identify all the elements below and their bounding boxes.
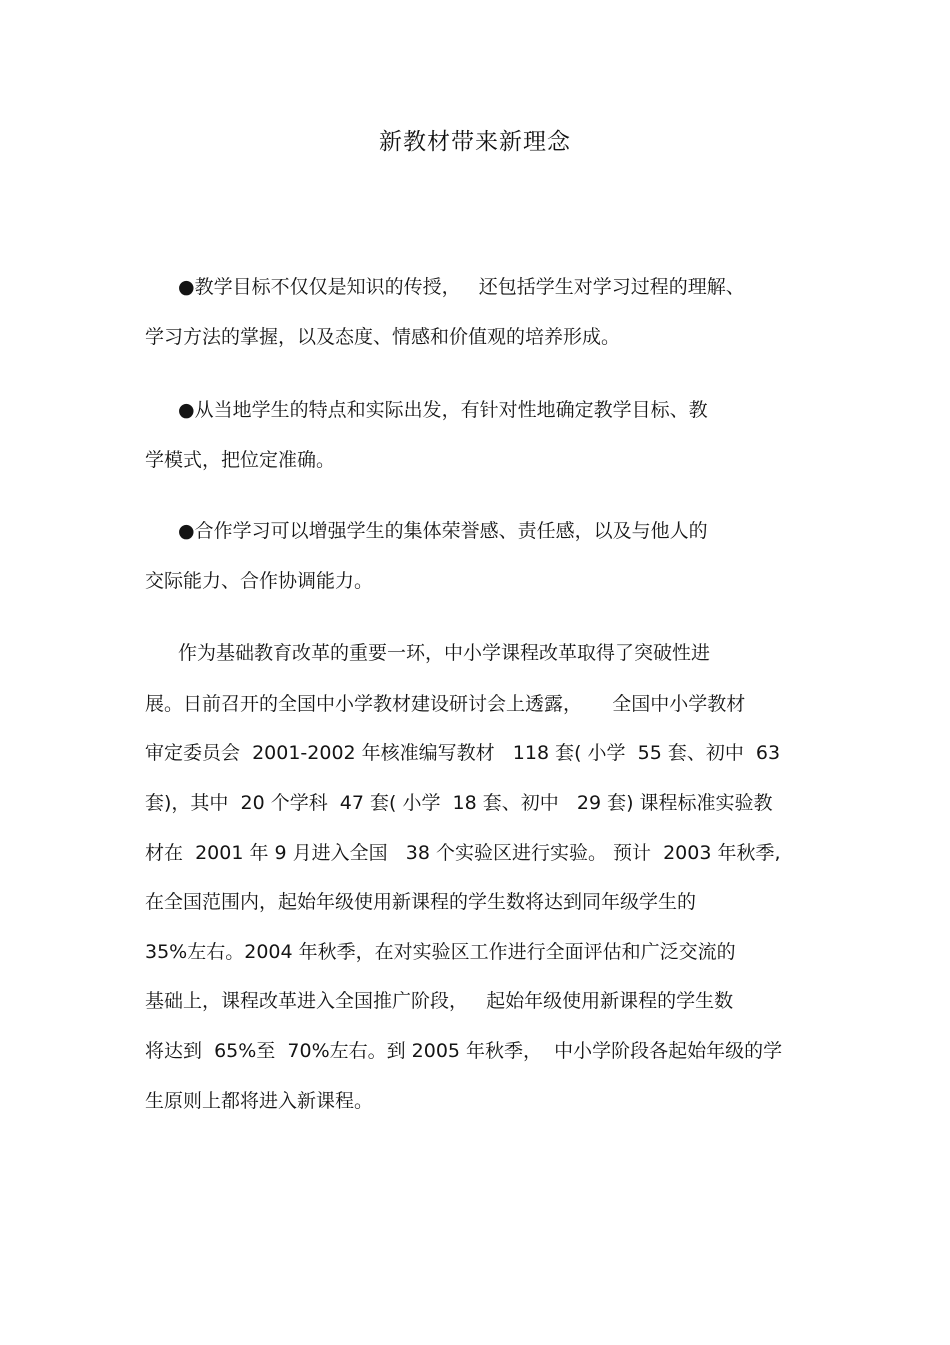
paragraph-line-10: 生原则上都将进入新课程。 (145, 1090, 374, 1112)
paragraph-line-4: 套)，其中 20 个学科 47 套( 小学 18 套、初中 29 套) 课程标准实验教 (145, 792, 773, 814)
paragraph-line-8: 基础上，课程改革进入全国推广阶段， 起始年级使用新课程的学生数 (145, 990, 734, 1012)
paragraph-line-5: 材在 2001 年 9 月进入全国 38 个实验区进行实验。 预计 2003 年秋季, (145, 842, 781, 864)
paragraph-line-3: 审定委员会 2001-2002 年核准编写教材 118 套( 小学 55 套、初中 63 (145, 742, 781, 764)
paragraph-line-7: 35%左右。2004 年秋季，在对实验区工作进行全面评估和广泛交流的 (145, 941, 736, 963)
bullet-2-line-1: ●从当地学生的特点和实际出发，有针对性地确定教学目标、教 (178, 399, 708, 421)
page-title: 新教材带来新理念 (379, 129, 571, 155)
bullet-3-line-2: 交际能力、合作协调能力。 (145, 570, 374, 592)
paragraph-line-6: 在全国范围内，起始年级使用新课程的学生数将达到同年级学生的 (145, 891, 697, 913)
paragraph-line-2: 展。日前召开的全国中小学教材建设研讨会上透露， 全国中小学教材 (145, 693, 746, 715)
bullet-1-line-1: ●教学目标不仅仅是知识的传授， 还包括学生对学习过程的理解、 (178, 276, 745, 298)
bullet-1-line-2: 学习方法的掌握，以及态度、情感和价值观的培养形成。 (145, 326, 621, 348)
paragraph-line-9: 将达到 65%至 70%左右。到 2005 年秋季， 中小学阶段各起始年级的学 (145, 1040, 783, 1062)
bullet-3-line-1: ●合作学习可以增强学生的集体荣誉感、责任感，以及与他人的 (178, 520, 708, 542)
bullet-2-line-2: 学模式，把位定准确。 (145, 449, 336, 471)
paragraph-line-1: 作为基础教育改革的重要一环，中小学课程改革取得了突破性进 (178, 642, 711, 664)
